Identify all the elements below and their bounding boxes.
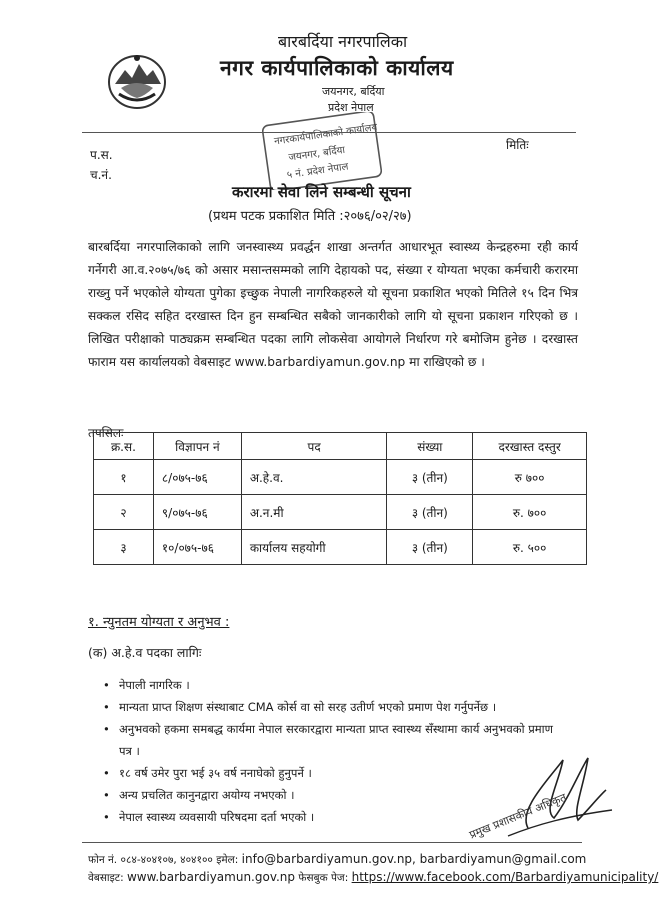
table-row xyxy=(94,495,587,530)
list-item: • मान्यता प्राप्त शिक्षण संस्थाबाट CMA कोर्स वा सो सरह उतीर्ण भएको प्रमाण पेश गर्नुपर्नेछ । xyxy=(103,696,563,718)
address-line-1: जयनगर, बर्दिया xyxy=(322,85,385,98)
table-cell: अ.न.मी xyxy=(241,495,387,530)
signature-title: प्रमुख प्रशासकीय अधिकृत xyxy=(467,790,569,842)
column-header: दरखास्त दस्तुर xyxy=(473,433,587,460)
table-cell: २ xyxy=(94,495,154,530)
notice-body: बारबर्दिया नगरपालिकाको लागि जनस्वास्थ्य प्रवर्द्धन शाखा अन्तर्गत आधारभूत स्वास्थ्य केन्द्रहरुमा रही कार्य गर्नेगरी आ.व.२०७५/७६ को असार मसान्तसम्मको लागि देहायको पद, संख्या र योग्यता भएका कर्मचारी करारमा राख्नु पर्ने भएकोले योग्यता पुगेका इच्छुक नेपाली नागरिकहरुले यो सूचना प्रकाशित भएको मितिले १५ दिन भित्र सक्कल रसिद सहित दरखास्त दिन हुन सम्बन्धित सबैको जानकारीको लागि यो सूचना प्रकाशन गरिएको छ । लिखित परीक्षाको पाठ्यक्रम सम्बन्धित पदका लागि लोकसेवा आयोगले निर्धारण गरे बमोजिम हुनेछ । दरखास्त फाराम यस कार्यालयको वेबसाइट www.barbardiyamun.gov.np मा राखिएको छ । xyxy=(88,240,578,369)
stamp-line-1: नगरकार्यपालिकाको कार्यालय xyxy=(273,122,378,148)
list-item: • १८ वर्ष उमेर पुरा भई ३५ वर्ष ननाघेको हुनुपर्ने । xyxy=(103,762,563,784)
column-header: संख्या xyxy=(387,433,473,460)
column-header: क्र.स. xyxy=(94,433,154,460)
list-item: • अनुभवको हकमा समबद्ध कार्यमा नेपाल सरकारद्वारा मान्यता प्राप्त स्वास्थ्य सँस्थामा कार्य अनुभवको प्रमाण पत्र । xyxy=(103,718,563,762)
notice-title: करारमा सेवा लिने सम्बन्धी सूचना xyxy=(232,183,411,201)
column-header: विज्ञापन नं xyxy=(153,433,241,460)
table-row xyxy=(94,460,587,495)
list-item: • नेपाल स्वास्थ्य व्यवसायी परिषदमा दर्ता भएको । xyxy=(103,806,563,828)
office-name: नगर कार्यपालिकाको कार्यालय xyxy=(220,56,454,80)
phone-label: फोन नं. xyxy=(88,854,118,866)
table-cell: ३ (तीन) xyxy=(387,530,473,565)
email-label: इमेल: xyxy=(216,854,239,866)
stamp-line-2: जयनगर, बर्दिया xyxy=(287,144,346,164)
column-header: पद xyxy=(241,433,387,460)
table-cell: रु. ५०० xyxy=(473,530,587,565)
table-cell: १ xyxy=(94,460,154,495)
section-heading: १. न्युनतम योग्यता र अनुभव : xyxy=(88,615,230,630)
table-cell: कार्यालय सहयोगी xyxy=(241,530,387,565)
date-label: मितिः xyxy=(506,138,529,152)
table-cell: ३ (तीन) xyxy=(387,460,473,495)
website-link[interactable]: www.barbardiyamun.gov.np xyxy=(126,870,296,884)
ps-label: प.स. xyxy=(90,148,113,162)
header-divider xyxy=(82,132,576,133)
table-cell: अ.हे.व. xyxy=(241,460,387,495)
table-header-row xyxy=(94,433,587,460)
list-item: • अन्य प्रचलित कानुनद्वारा अयोग्य नभएको । xyxy=(103,784,563,806)
table-row xyxy=(94,530,587,565)
email-link[interactable]: info@barbardiyamun.gov.np, barbardiyamun@gmail.com xyxy=(241,852,587,866)
subsection-heading: (क) अ.हे.व पदका लागिः xyxy=(88,645,202,660)
organization-name: बारबर्दिया नगरपालिका xyxy=(278,32,408,51)
published-date: (प्रथम पटक प्रकाशित मिति :२०७६/०२/२७) xyxy=(208,209,412,224)
nepal-emblem-icon xyxy=(105,48,169,112)
stamp-line-3: ५ नं. प्रदेश नेपाल xyxy=(286,161,350,182)
details-label: तपसिलः xyxy=(88,426,124,440)
table-cell: ३ xyxy=(94,530,154,565)
table-cell: ८/०७५-७६ xyxy=(153,460,241,495)
website-label: वेबसाइट: xyxy=(88,872,124,884)
facebook-link[interactable]: https://www.facebook.com/Barbardiyamunicipality/ xyxy=(351,870,659,884)
footer-divider xyxy=(82,842,582,843)
table-cell: ३ (तीन) xyxy=(387,495,473,530)
list-item: • नेपाली नागरिक । xyxy=(103,674,563,696)
vacancy-table xyxy=(93,432,587,565)
table-cell: ९/०७५-७६ xyxy=(153,495,241,530)
footer-contact xyxy=(88,852,586,867)
table-cell: रु ७०० xyxy=(473,460,587,495)
table-cell: रु. ७०० xyxy=(473,495,587,530)
office-stamp xyxy=(262,112,382,190)
footer-web xyxy=(88,870,658,885)
cn-label: च.नं. xyxy=(90,168,112,182)
table-cell: १०/०७५-७६ xyxy=(153,530,241,565)
facebook-label: फेसबुक पेज: xyxy=(298,872,349,884)
address-line-2: प्रदेश नेपाल xyxy=(328,101,374,114)
phone-number: ०८४-४०४१०७, ४०४१०० xyxy=(120,854,213,866)
